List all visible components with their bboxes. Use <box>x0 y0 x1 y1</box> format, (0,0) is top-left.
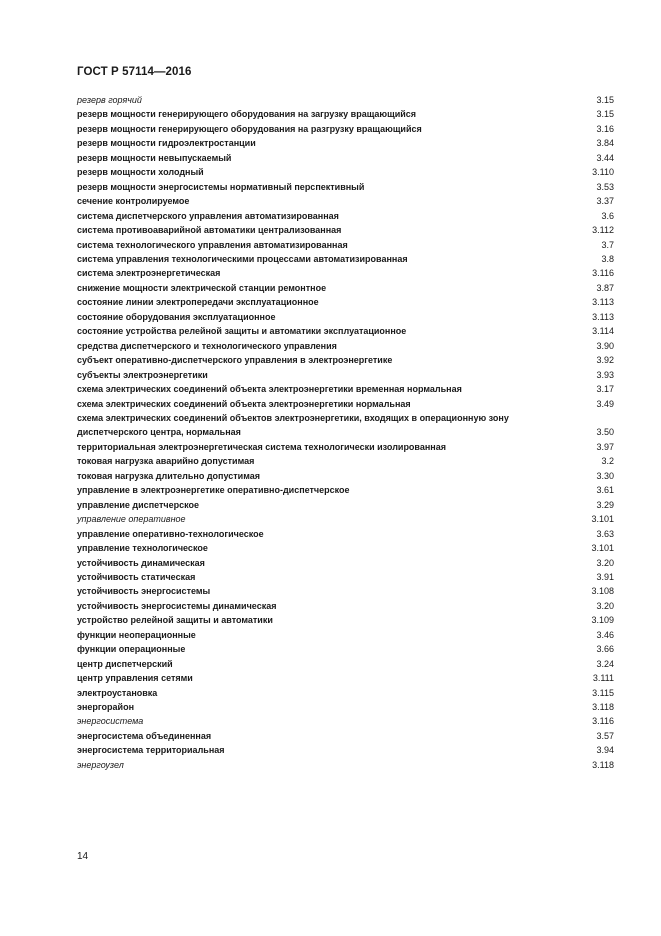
index-term: резерв мощности холодный <box>77 167 204 178</box>
index-term: управление диспетчерское <box>77 499 200 510</box>
index-entry <box>77 281 614 295</box>
index-reference: 3.111 <box>592 673 614 684</box>
index-term: энергорайон <box>77 702 135 713</box>
index-reference: 3.109 <box>591 615 614 626</box>
index-term: диспетчерского центра, нормальная <box>77 427 241 438</box>
page-number: 14 <box>77 851 89 862</box>
index-reference: 3.50 <box>596 427 614 438</box>
index-term: центр управления сетями <box>77 673 193 684</box>
index-reference: 3.24 <box>596 658 614 669</box>
index-reference: 3.116 <box>592 268 614 279</box>
index-entry <box>77 628 614 642</box>
index-entry <box>77 599 614 613</box>
index-entry <box>77 483 614 497</box>
index-term: устройство релейной защиты и автоматики <box>77 615 273 626</box>
index-term: резерв мощности невыпускаемый <box>77 152 232 163</box>
index-reference: 3.15 <box>596 95 614 105</box>
index-reference: 3.2 <box>601 456 614 467</box>
index-entry <box>77 686 614 700</box>
term-index-list <box>77 93 614 772</box>
index-entry <box>77 758 614 772</box>
index-entry <box>77 425 614 439</box>
index-entry <box>77 151 614 165</box>
index-entry <box>77 440 614 454</box>
index-term: функции операционные <box>77 644 186 655</box>
index-entry <box>77 498 614 512</box>
index-term: устойчивость энергосистемы динамическая <box>77 600 277 611</box>
index-term: устойчивость динамическая <box>77 557 205 568</box>
index-entry <box>77 570 614 584</box>
index-entry <box>77 324 614 338</box>
index-entry <box>77 238 614 252</box>
index-term: управление в электроэнергетике оперативно-диспетчерское <box>77 485 350 496</box>
index-entry <box>77 223 614 237</box>
index-term: устойчивость энергосистемы <box>77 586 211 597</box>
index-term: система противоаварийной автоматики централизованная <box>77 225 342 236</box>
index-reference: 3.115 <box>592 687 614 698</box>
index-reference: 3.91 <box>596 571 614 582</box>
index-term: токовая нагрузка аварийно допустимая <box>77 456 255 467</box>
index-term: управление оперативно-технологическое <box>77 528 264 539</box>
index-entry <box>77 584 614 598</box>
index-term: схема электрических соединений объектов электроэнергетики, входящих в операционную зону <box>77 412 509 423</box>
index-entry <box>77 252 614 266</box>
index-reference: 3.61 <box>596 485 614 496</box>
index-term: субъект оперативно-диспетчерского управления в электроэнергетике <box>77 355 393 366</box>
index-term: центр диспетчерский <box>77 658 173 669</box>
index-term: состояние линии электропередачи эксплуатационное <box>77 297 319 308</box>
index-reference: 3.93 <box>596 369 614 380</box>
index-entry <box>77 671 614 685</box>
index-entry <box>77 93 614 107</box>
index-reference: 3.20 <box>596 557 614 568</box>
index-term: система диспетчерского управления автоматизированная <box>77 210 339 221</box>
index-entry <box>77 209 614 223</box>
index-entry <box>77 613 614 627</box>
index-entry <box>77 700 614 714</box>
index-entry <box>77 714 614 728</box>
index-term: энергосистема объединенная <box>77 730 212 741</box>
index-term: резерв мощности генерирующего оборудования на разгрузку вращающийся <box>77 123 422 134</box>
index-reference: 3.116 <box>592 716 614 727</box>
index-term: состояние устройства релейной защиты и автоматики эксплуатационное <box>77 326 407 337</box>
index-reference: 3.63 <box>596 528 614 539</box>
index-reference: 3.57 <box>596 730 614 741</box>
index-entry <box>77 642 614 656</box>
index-reference: 3.113 <box>592 311 614 322</box>
index-reference: 3.8 <box>601 253 614 264</box>
index-reference: 3.97 <box>596 441 614 452</box>
index-term: токовая нагрузка длительно допустимая <box>77 470 261 481</box>
index-term: субъекты электроэнергетики <box>77 369 208 380</box>
index-entry <box>77 411 614 425</box>
index-entry <box>77 512 614 526</box>
index-reference: 3.37 <box>596 196 614 207</box>
index-reference: 3.7 <box>601 239 614 250</box>
index-entry <box>77 353 614 367</box>
index-reference: 3.66 <box>596 644 614 655</box>
index-reference: 3.108 <box>591 586 614 597</box>
index-entry <box>77 657 614 671</box>
index-entry <box>77 556 614 570</box>
index-entry <box>77 339 614 353</box>
index-term: управление оперативное <box>77 514 186 525</box>
index-reference: 3.112 <box>592 225 614 236</box>
index-reference: 3.113 <box>592 297 614 308</box>
index-term: сечение контролируемое <box>77 196 190 207</box>
index-reference: 3.16 <box>596 123 614 134</box>
index-entry <box>77 454 614 468</box>
index-reference: 3.94 <box>596 745 614 756</box>
index-entry <box>77 136 614 150</box>
index-entry <box>77 194 614 208</box>
index-term: схема электрических соединений объекта электроэнергетики временная нормальная <box>77 384 462 395</box>
index-entry <box>77 107 614 121</box>
index-entry <box>77 165 614 179</box>
index-reference: 3.87 <box>596 282 614 293</box>
index-entry <box>77 541 614 555</box>
index-reference: 3.46 <box>596 629 614 640</box>
index-term: электроустановка <box>77 687 158 698</box>
index-reference: 3.118 <box>592 702 614 713</box>
index-entry <box>77 397 614 411</box>
index-term: энергоузел <box>77 759 124 770</box>
index-reference: 3.92 <box>596 355 614 366</box>
index-reference: 3.17 <box>596 384 614 395</box>
index-entry <box>77 295 614 309</box>
index-entry <box>77 382 614 396</box>
index-entry <box>77 469 614 483</box>
index-term: система технологического управления автоматизированная <box>77 239 348 250</box>
index-term: функции неоперационные <box>77 629 196 640</box>
document-header: ГОСТ Р 57114—2016 <box>77 66 192 78</box>
index-reference: 3.30 <box>596 470 614 481</box>
index-entry <box>77 310 614 324</box>
index-term: система управления технологическими процессами автоматизированная <box>77 253 408 264</box>
index-entry <box>77 180 614 194</box>
index-reference: 3.101 <box>591 514 614 525</box>
index-reference: 3.20 <box>596 600 614 611</box>
index-entry <box>77 527 614 541</box>
index-entry <box>77 729 614 743</box>
index-term: состояние оборудования эксплуатационное <box>77 311 276 322</box>
index-term: резерв горячий <box>77 95 142 105</box>
index-reference: 3.101 <box>591 543 614 554</box>
index-reference: 3.49 <box>596 398 614 409</box>
index-term: резерв мощности энергосистемы нормативный перспективный <box>77 181 365 192</box>
index-reference: 3.29 <box>596 499 614 510</box>
index-entry <box>77 266 614 280</box>
index-reference: 3.84 <box>596 138 614 149</box>
index-entry <box>77 122 614 136</box>
index-term: резерв мощности генерирующего оборудования на загрузку вращающийся <box>77 109 417 120</box>
index-reference: 3.44 <box>596 152 614 163</box>
index-reference: 3.6 <box>601 210 614 221</box>
index-term: энергосистема <box>77 716 144 727</box>
index-term: энергосистема территориальная <box>77 745 225 756</box>
index-reference: 3.15 <box>596 109 614 120</box>
index-term: средства диспетчерского и технологического управления <box>77 340 337 351</box>
index-term: устойчивость статическая <box>77 571 196 582</box>
index-entry <box>77 743 614 757</box>
index-reference: 3.53 <box>596 181 614 192</box>
index-term: территориальная электроэнергетическая система технологически изолированная <box>77 441 446 452</box>
index-reference: 3.110 <box>592 167 614 178</box>
index-term: управление технологическое <box>77 543 208 554</box>
index-reference: 3.114 <box>592 326 614 337</box>
index-term: снижение мощности электрической станции ремонтное <box>77 282 327 293</box>
index-reference: 3.90 <box>596 340 614 351</box>
index-reference: 3.118 <box>592 759 614 770</box>
index-entry <box>77 368 614 382</box>
index-term: система электроэнергетическая <box>77 268 221 279</box>
index-term: схема электрических соединений объекта электроэнергетики нормальная <box>77 398 411 409</box>
index-term: резерв мощности гидроэлектростанции <box>77 138 256 149</box>
